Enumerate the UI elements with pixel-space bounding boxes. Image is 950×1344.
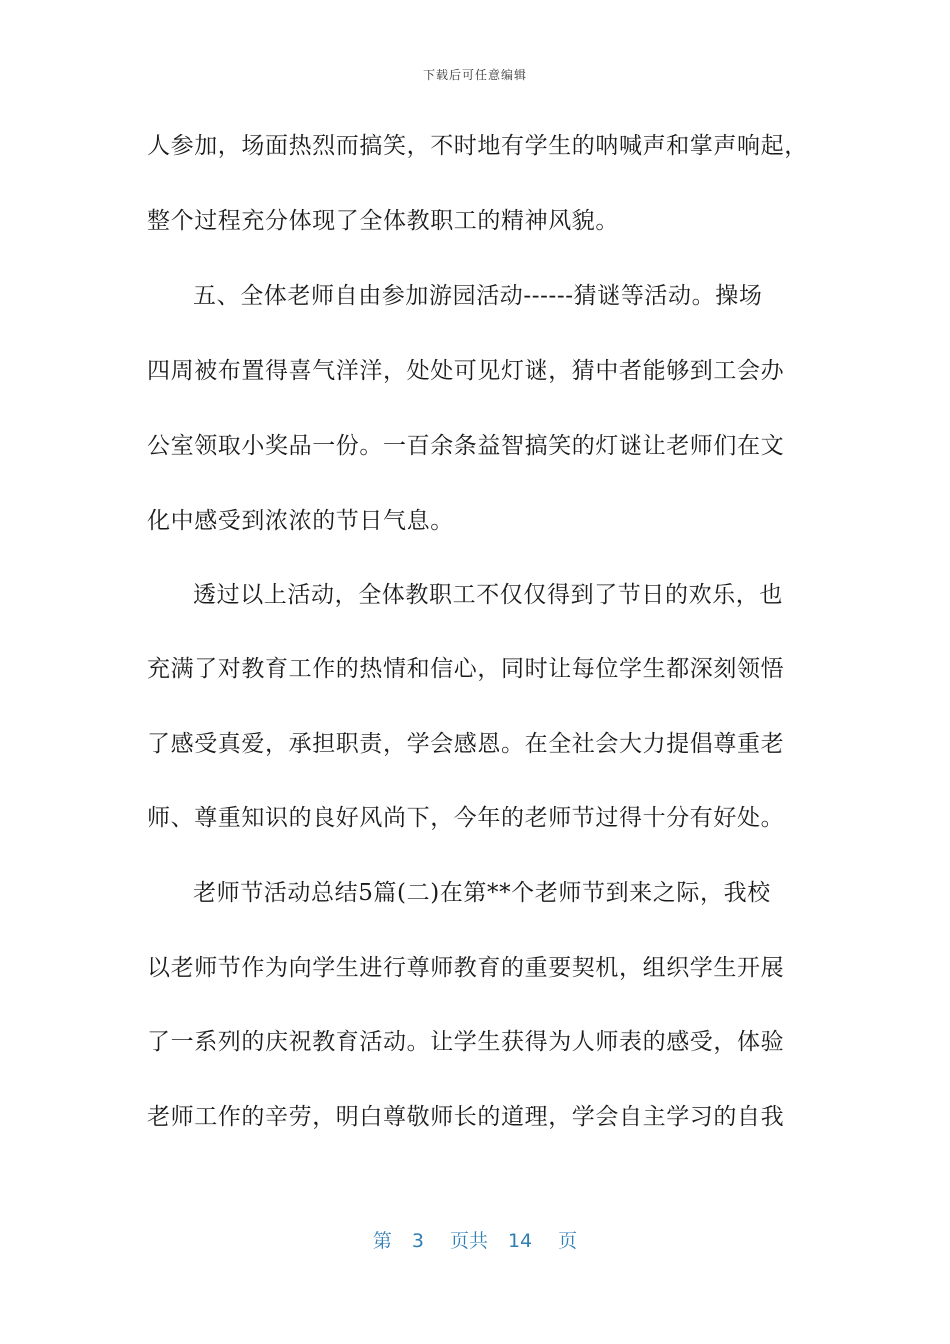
text-line: 老师工作的辛劳，明白尊敬师长的道理，学会自主学习的自我 (147, 1104, 785, 1130)
text-line: 师、尊重知识的良好风尚下，今年的老师节过得十分有好处。 (147, 805, 785, 831)
total-pages: 14 (507, 1230, 533, 1252)
text-line: 了一系列的庆祝教育活动。让学生获得为人师表的感受，体验 (147, 1029, 785, 1055)
page-mid-label: 页共 (449, 1230, 488, 1252)
text-line: 以老师节作为向学生进行尊师教育的重要契机，组织学生开展 (147, 955, 785, 981)
text-line: 充满了对教育工作的热情和信心，同时让每位学生都深刻领悟 (147, 656, 785, 682)
paragraph-start-line: 透过以上活动，全体教职工不仅仅得到了节日的欢乐，也 (193, 582, 783, 608)
text-line: 人参加，场面热烈而搞笑，不时地有学生的呐喊声和掌声响起， (147, 133, 808, 159)
text-line: 整个过程充分体现了全体教职工的精神风貌。 (147, 208, 619, 234)
text-line: 了感受真爱，承担职责，学会感恩。在全社会大力提倡尊重老 (147, 731, 785, 757)
text-line: 四周被布置得喜气洋洋，处处可见灯谜，猜中者能够到工会办 (147, 358, 785, 384)
page-suffix: 页 (558, 1230, 578, 1252)
page-header: 下载后可任意编辑 (422, 68, 527, 82)
page-footer (0, 1226, 950, 1253)
page-number: 3 (411, 1230, 424, 1252)
paragraph-start-line: 五、全体老师自由参加游园活动------猜谜等活动。操场 (193, 283, 763, 309)
text-line: 化中感受到浓浓的节日气息。 (147, 508, 454, 534)
text-line: 公室领取小奖品一份。一百余条益智搞笑的灯谜让老师们在文 (147, 433, 785, 459)
page-label: 第 (372, 1230, 392, 1252)
paragraph-start-line: 老师节活动总结5篇(二)在第**个老师节到来之际，我校 (193, 880, 771, 906)
